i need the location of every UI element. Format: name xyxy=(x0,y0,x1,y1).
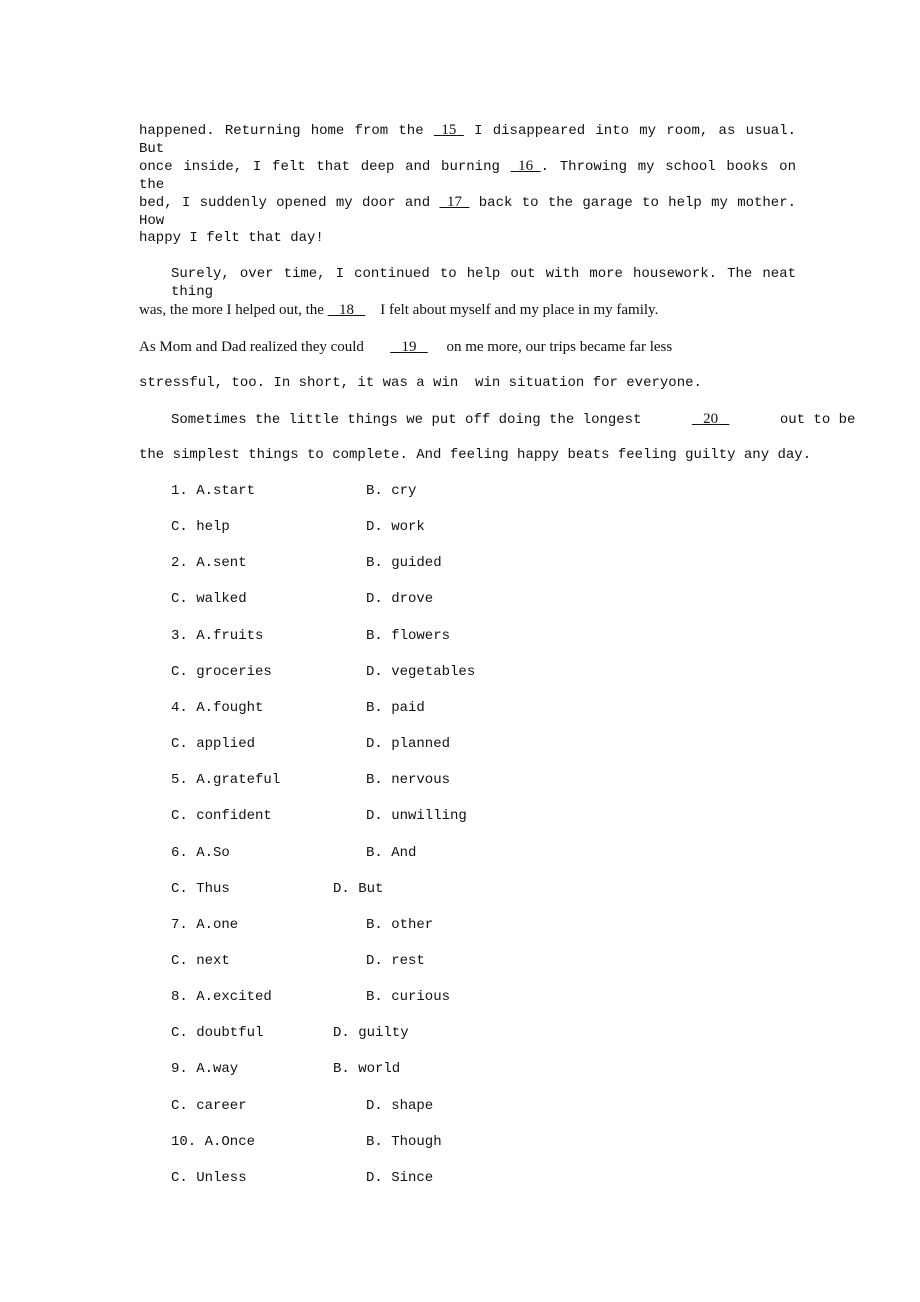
text: out to be xyxy=(779,412,856,428)
option-right: D. drove xyxy=(366,591,434,608)
option-right: B. world xyxy=(333,1061,401,1078)
option-left: C. career xyxy=(171,1097,247,1114)
text: As Mom and Dad realized they could xyxy=(139,339,364,355)
option-right: D. work xyxy=(366,519,425,536)
option-left: 5. A.grateful xyxy=(171,772,281,789)
option-left: C. groceries xyxy=(171,663,272,680)
text: back to the garage to help my mother. How xyxy=(139,195,797,229)
text: bed, I suddenly opened my door and xyxy=(139,195,431,211)
option-left: C. help xyxy=(171,519,230,536)
text: I felt about myself and my place in my family. xyxy=(380,302,659,318)
option-left: C. applied xyxy=(171,736,256,753)
option-left: C. next xyxy=(171,952,230,969)
text: happened. Returning home from the xyxy=(139,123,424,139)
blank-18 xyxy=(328,301,366,319)
option-right: B. And xyxy=(366,844,417,861)
option-left: 10. A.Once xyxy=(171,1133,256,1150)
passage-line xyxy=(139,121,796,158)
option-right: B. guided xyxy=(366,555,442,572)
option-left: 2. A.sent xyxy=(171,555,247,572)
option-right: B. paid xyxy=(366,699,425,716)
option-right: B. nervous xyxy=(366,772,451,789)
text: . Throwing my school books on the xyxy=(139,159,796,193)
option-right: D. planned xyxy=(366,736,451,753)
passage-line: happy I felt that day! xyxy=(139,230,324,246)
blank-16 xyxy=(511,157,541,175)
option-right: D. vegetables xyxy=(366,663,476,680)
blank-15 xyxy=(434,121,464,139)
option-right: D. Since xyxy=(366,1169,434,1186)
text: was, the more I helped out, the xyxy=(139,302,324,318)
option-left: C. confident xyxy=(171,808,272,825)
text: I disappeared into my room, as usual. But xyxy=(139,123,796,157)
passage-line: the simplest things to complete. And feeling happy beats feeling guilty any day. xyxy=(139,447,812,463)
option-left: 9. A.way xyxy=(171,1061,239,1078)
option-right: B. Though xyxy=(366,1133,442,1150)
blank-number: 16 xyxy=(518,158,534,174)
passage-line xyxy=(139,157,796,194)
option-left: 1. A.start xyxy=(171,483,256,499)
passage-line xyxy=(139,301,658,319)
option-left: 6. A.So xyxy=(171,844,230,861)
blank-number: 17 xyxy=(446,194,462,210)
option-left: 3. A.fruits xyxy=(171,627,264,644)
option-right: D. But xyxy=(333,880,384,897)
option-left: 8. A.excited xyxy=(171,989,272,1006)
passage-line: Surely, over time, I continued to help out with more housework. The neat thing xyxy=(171,266,796,300)
option-right: D. unwilling xyxy=(366,808,467,825)
blank-number: 18 xyxy=(338,302,354,318)
option-right: D. rest xyxy=(366,952,425,969)
option-left: C. Unless xyxy=(171,1169,247,1186)
passage-line xyxy=(171,410,855,429)
option-right: B. curious xyxy=(366,989,451,1006)
text: on me more, our trips became far less xyxy=(446,339,673,355)
option-right: B. other xyxy=(366,916,434,933)
option-right: D. shape xyxy=(366,1097,434,1114)
blank-17 xyxy=(439,193,469,211)
blank-number: 20 xyxy=(703,411,719,427)
option-left: 4. A.fought xyxy=(171,699,264,716)
passage-line: stressful, too. In short, it was a win win situation for everyone. xyxy=(139,375,702,391)
option-left: 7. A.one xyxy=(171,916,239,933)
option-left: C. Thus xyxy=(171,880,230,897)
option-right: B. cry xyxy=(366,483,417,499)
text: Sometimes the little things we put off doing the longest xyxy=(171,412,642,428)
text: once inside, I felt that deep and burning xyxy=(139,159,500,175)
blank-number: 19 xyxy=(401,339,417,355)
option-right: B. flowers xyxy=(366,627,451,644)
option-right: D. guilty xyxy=(333,1025,409,1042)
option-left: C. doubtful xyxy=(171,1025,264,1042)
blank-19 xyxy=(390,338,428,356)
option-left: C. walked xyxy=(171,591,247,608)
blank-20 xyxy=(692,410,730,428)
passage-line xyxy=(139,338,672,356)
blank-number: 15 xyxy=(441,122,457,138)
passage-line xyxy=(139,193,796,230)
